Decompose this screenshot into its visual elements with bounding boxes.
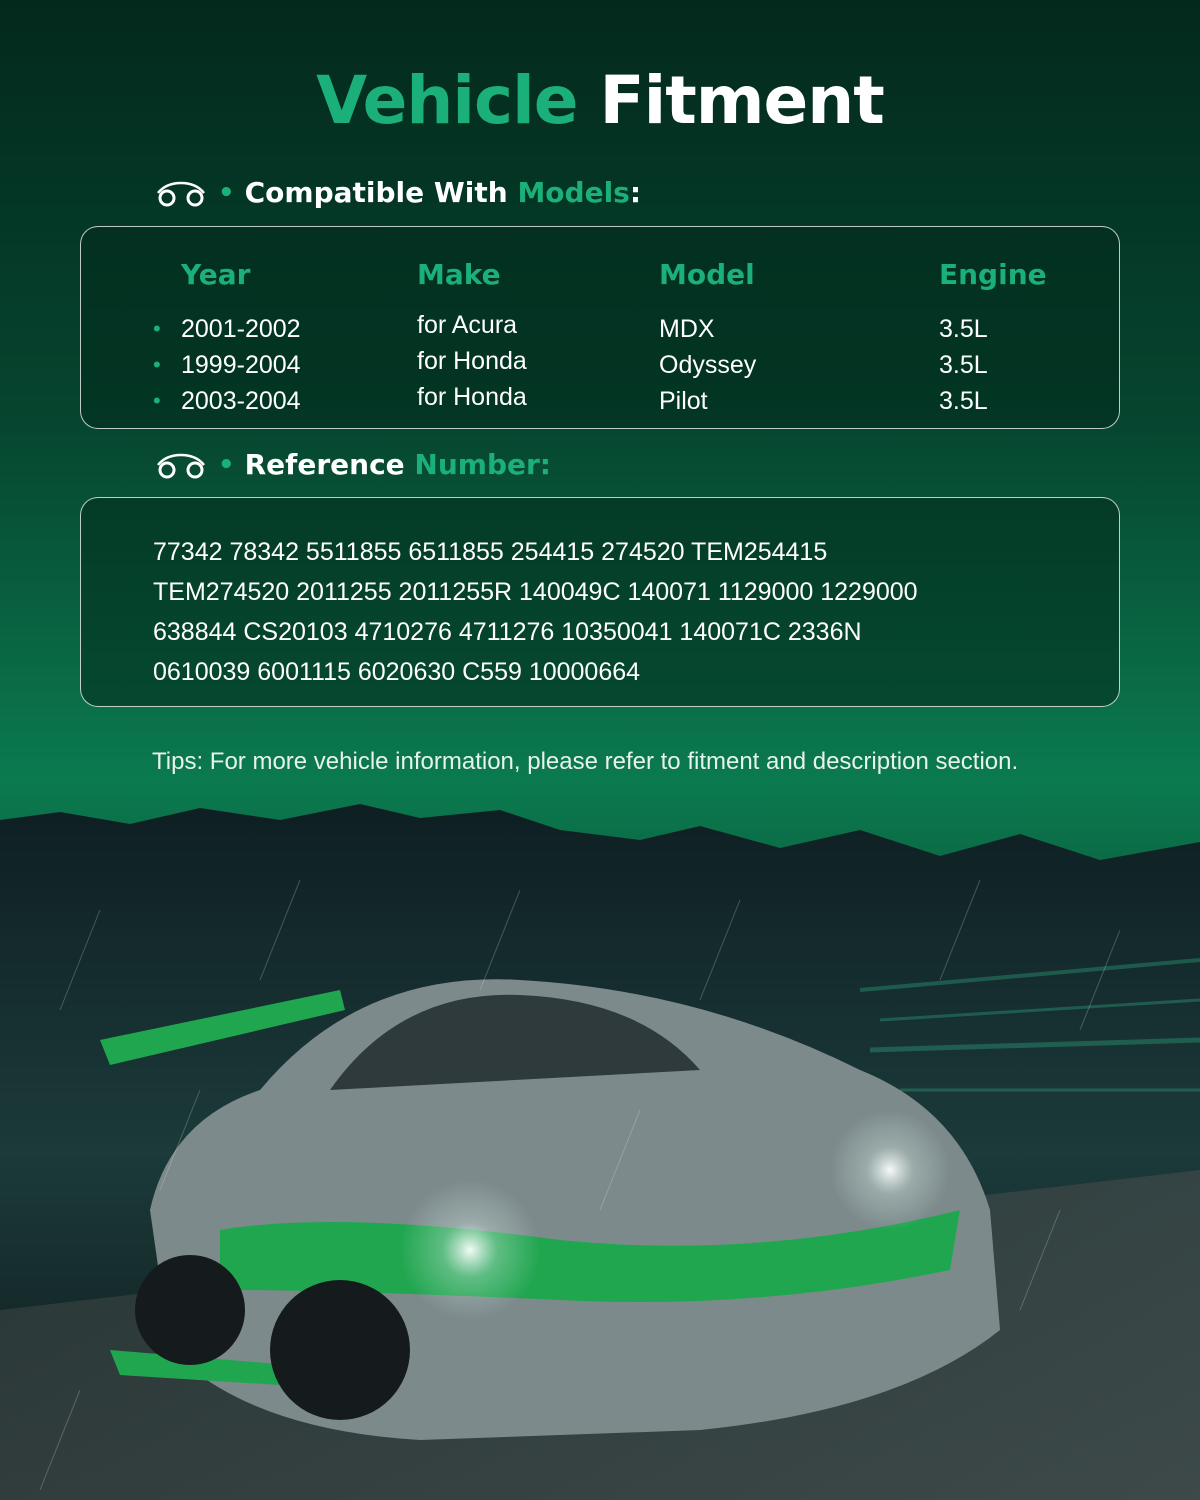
year-cell: 2003-2004 [181,387,301,415]
year-header: Year [181,258,251,291]
model-column [659,255,756,419]
title-plain: Fitment [599,62,884,139]
title-accent: Vehicle [316,62,578,139]
make-cell: for Honda [417,383,527,411]
reference-heading [152,448,551,481]
reference-line: TEM274520 2011255 2011255R 140049C 140071 1129000 1229000 [153,578,918,606]
year-cell: 2001-2002 [181,315,301,343]
model-header: Model [659,258,755,291]
make-header: Make [417,258,501,291]
race-car-photo [0,790,1200,1500]
car-outline-icon [152,179,210,207]
table-row [153,383,301,419]
car-outline-icon [152,451,210,479]
engine-header: Engine [939,258,1047,291]
table-row [153,347,301,383]
reference-label-accent: Number: [414,448,552,481]
tips-text: Tips: For more vehicle information, please refer to fitment and description section. [152,748,1019,775]
model-cell: MDX [659,315,715,343]
make-column [417,255,527,415]
year-column [153,255,301,419]
engine-column [939,255,1047,419]
year-cell: 1999-2004 [181,351,301,379]
compatible-colon: : [629,176,642,209]
bullet-icon: • [153,316,161,341]
reference-numbers [153,532,1103,692]
bullet-icon: • [153,388,161,413]
make-cell: for Acura [417,311,518,339]
reference-line: 0610039 6001115 6020630 C559 10000664 [153,658,641,686]
bullet-icon: • [153,352,161,377]
separator-dot: • [218,177,235,208]
engine-cell: 3.5L [939,387,988,415]
engine-cell: 3.5L [939,351,988,379]
reference-line: 77342 78342 5511855 6511855 254415 274520 TEM254415 [153,538,828,566]
compatible-label-accent: Models [517,176,630,209]
engine-cell: 3.5L [939,315,988,343]
model-cell: Pilot [659,387,708,415]
compatible-label: Compatible With [244,176,508,209]
make-cell: for Honda [417,347,527,375]
reference-line: 638844 CS20103 4710276 4711276 10350041 140071C 2336N [153,618,862,646]
separator-dot: • [218,449,235,480]
model-cell: Odyssey [659,351,757,379]
compatible-heading [152,176,641,209]
table-row [153,311,301,347]
page-title [0,62,1200,139]
reference-box [80,497,1120,707]
fitment-table [80,226,1120,429]
reference-label: Reference [244,448,405,481]
